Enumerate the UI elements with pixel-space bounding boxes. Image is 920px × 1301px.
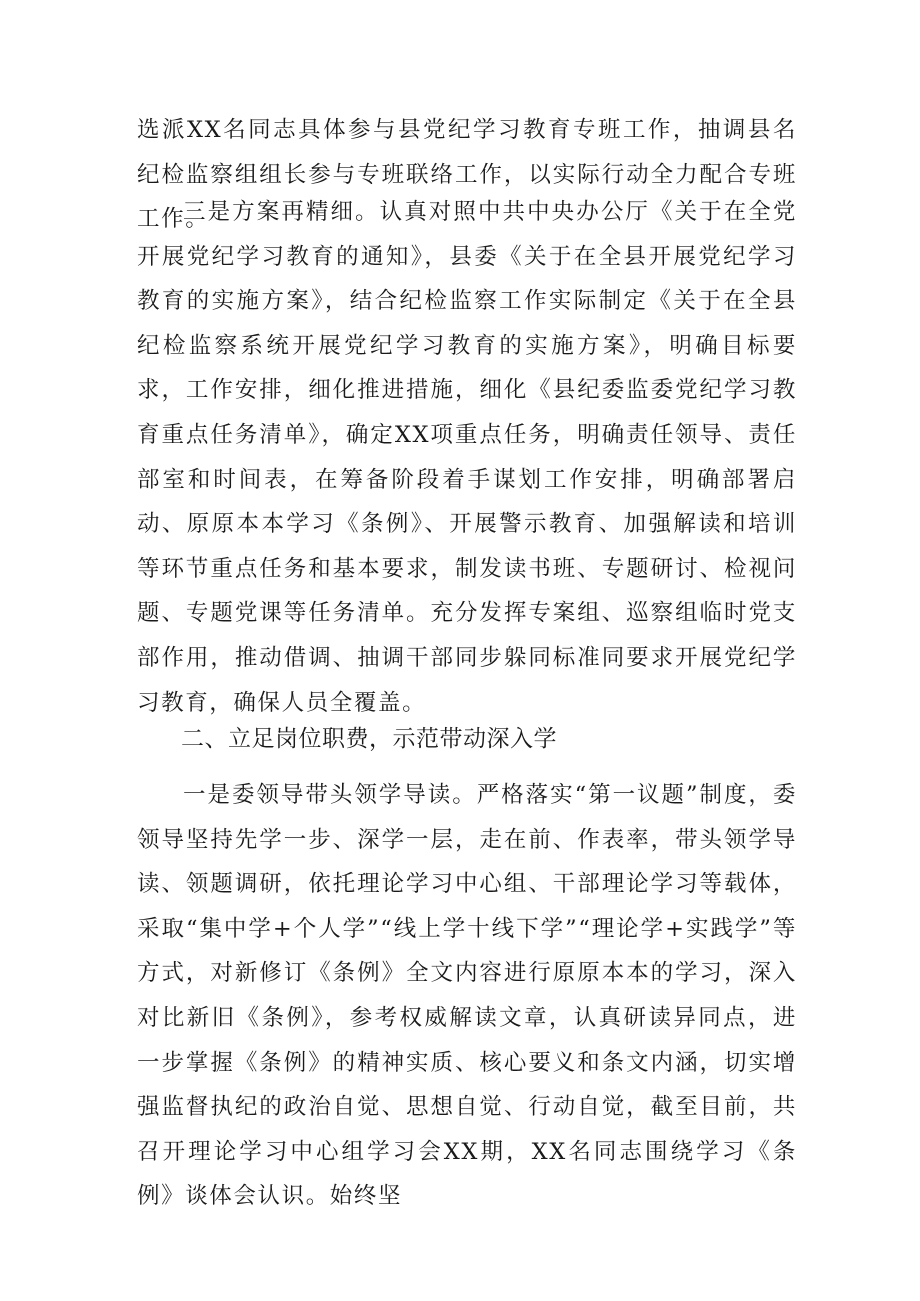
paragraph-continuation: 选派XX名同志具体参与县党纪学习教育专班工作，抽调县名纪检监察组组长参与专班联络工作，以实际行动全力配合专班工作。 (137, 117, 797, 233)
paragraph-leadership-study: 一是委领导带头领学导读。严格落实“第一议题”制度，委领导坚持先学一步、深学一层，走在前、作表率，带头领学导读、领题调研，依托理论学习中心组、干部理论学习等载体，采取“集中学+个人学”“线上学十线下学”“理论学+实践学”等方式，对新修订《条例》全文内容进行原原本本的学习，深入对比新旧《条例》，参考权威解读文章，认真研读异同点，进一步掌握《条例》的精神实质、核心要义和条文内涵，切实增强监督执纪的政治自觉、思想自觉、行动自觉，截至目前，共召开理论学习中心组学习会XX期，XX名同志围绕学习《条例》谈体会认识。始终坚 (137, 782, 797, 1210)
section-heading-two: 二、立足岗位职费，示范带动深入学 (181, 726, 557, 752)
paragraph-plan-refinement: 三是方案再精细。认真对照中共中央办公厅《关于在全党开展党纪学习教育的通知》，县委《关于在全县开展党纪学习教育的实施方案》，结合纪检监察工作实际制定《关于在全县纪检监察系统开展党纪学习教育的实施方案》，明确目标要求，工作安排，细化推进措施，细化《县纪委监委党纪学习教育重点任务清单》，确定XX项重点任务，明确责任领导、责任部室和时间表，在筹备阶段着手谋划工作安排，明确部署启动、原原本本学习《条例》、开展警示教育、加强解读和培训等环节重点任务和基本要求，制发读书班、专题研讨、检视问题、专题党课等任务清单。充分发挥专案组、巡察组临时党支部作用，推动借调、抽调干部同步躲同标准同要求开展党纪学习教育，确保人员全覆盖。 (137, 199, 797, 716)
